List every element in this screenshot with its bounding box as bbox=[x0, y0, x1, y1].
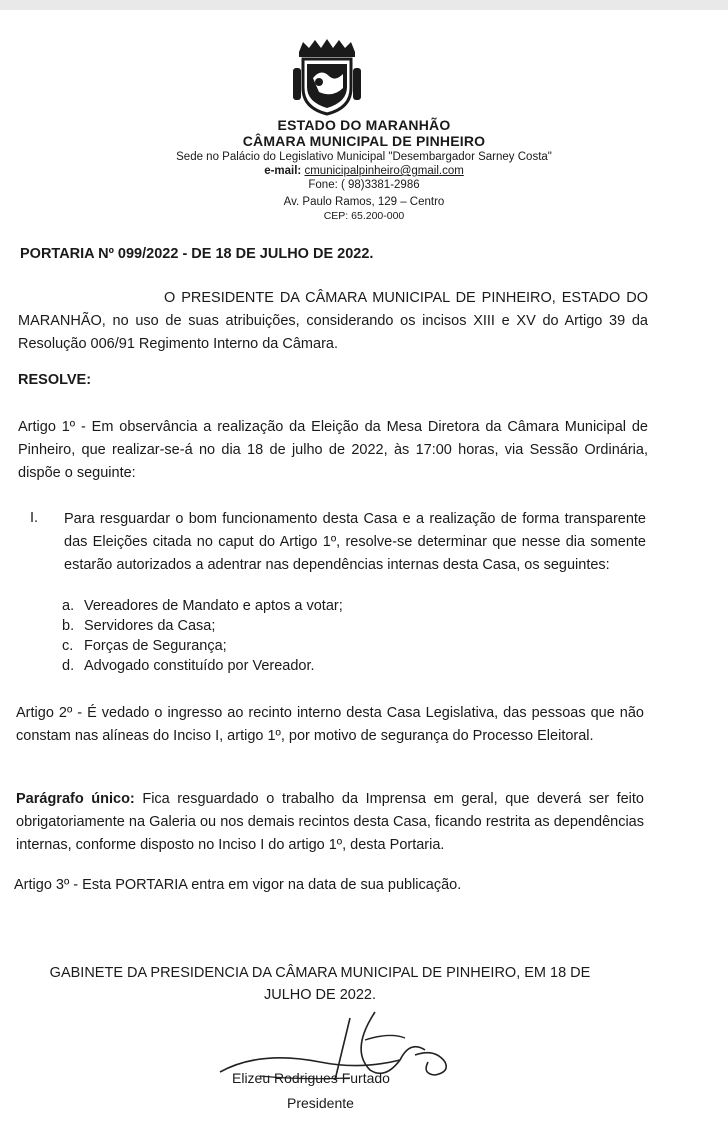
closing-line-2: JULHO DE 2022. bbox=[263, 987, 377, 1003]
signer-name: Elizeu Rodrigues Furtado bbox=[232, 1070, 390, 1086]
inciso-number: I. bbox=[30, 510, 39, 526]
top-border bbox=[0, 0, 728, 10]
header-state: ESTADO DO MARANHÃO bbox=[277, 117, 451, 133]
alinea-item bbox=[62, 616, 215, 636]
alinea-text: Forças de Segurança; bbox=[84, 638, 227, 654]
alinea-letter: c. bbox=[62, 638, 74, 654]
artigo-3: Artigo 3º - Esta PORTARIA entra em vigor na data de sua publicação. bbox=[14, 877, 462, 893]
header-seat: Sede no Palácio do Legislativo Municipal "Desembargador Sarney Costa" bbox=[176, 151, 552, 163]
alinea-item bbox=[62, 636, 227, 656]
header-address: Av. Paulo Ramos, 129 – Centro bbox=[283, 196, 445, 208]
alinea-text: Advogado constituído por Vereador. bbox=[84, 658, 315, 674]
alinea-letter: d. bbox=[62, 658, 75, 674]
document-title: PORTARIA Nº 099/2022 - DE 18 DE JULHO DE 2022. bbox=[20, 246, 374, 262]
header-email-row bbox=[0, 165, 728, 178]
artigo-2: Artigo 2º - É vedado o ingresso ao recinto interno desta Casa Legislativa, das pessoas que não constam nas alíneas do Inciso I, artigo 1º, por motivo de segurança do Processo Eleitoral. bbox=[16, 705, 644, 744]
header-cep: CEP: 65.200-000 bbox=[323, 210, 405, 222]
resolve-heading: RESOLVE: bbox=[18, 372, 92, 388]
alinea-item bbox=[62, 596, 343, 616]
alinea-text: Vereadores de Mandato e aptos a votar; bbox=[84, 598, 343, 614]
signer-role: Presidente bbox=[287, 1095, 354, 1111]
paragrafo-unico bbox=[16, 788, 644, 857]
header-email-label: e-mail: bbox=[264, 165, 302, 177]
paragrafo-text: Fica resguardado o trabalho da Imprensa em geral, que deverá ser feito obrigatoriamente na Galeria ou nos demais recintos desta Casa, ficando restrita as dependências internas, conforme disposto no Inciso I do artigo 1º, desta Portaria. bbox=[16, 791, 645, 853]
artigo-1: Artigo 1º - Em observância a realização da Eleição da Mesa Diretora da Câmara Municipal de Pinheiro, que realizar-se-á no dia 18 de julho de 2022, às 17:00 horas, via Sessão Ordinária, dispõe o seguinte: bbox=[18, 419, 648, 481]
header-phone: Fone: ( 98)3381-2986 bbox=[308, 179, 420, 191]
header-email[interactable]: cmunicipalpinheiro@gmail.com bbox=[304, 165, 464, 177]
closing-line-1: GABINETE DA PRESIDENCIA DA CÂMARA MUNICIPAL DE PINHEIRO, EM 18 DE bbox=[49, 965, 591, 981]
alinea-letter: a. bbox=[62, 598, 75, 614]
header-chamber: CÂMARA MUNICIPAL DE PINHEIRO bbox=[242, 133, 486, 149]
coat-of-arms-icon bbox=[289, 38, 365, 116]
alinea-letter: b. bbox=[62, 618, 75, 634]
alinea-text: Servidores da Casa; bbox=[84, 618, 216, 634]
inciso-text: Para resguardar o bom funcionamento desta Casa e a realização de forma transparente das Eleições citada no caput do Artigo 1º, resolve-se determinar que nesse dia somente estarão autorizados a adentrar nas dependências internas desta Casa, os seguintes: bbox=[64, 511, 646, 573]
alinea-item bbox=[62, 656, 315, 676]
preamble: O PRESIDENTE DA CÂMARA MUNICIPAL DE PINHEIRO, ESTADO DO MARANHÃO, no uso de suas atribuições, considerando os incisos XIII e XV do Artigo 39 da Resolução 006/91 Regimento Interno da Câmara. bbox=[18, 290, 648, 352]
paragrafo-label: Parágrafo único: bbox=[16, 791, 135, 807]
